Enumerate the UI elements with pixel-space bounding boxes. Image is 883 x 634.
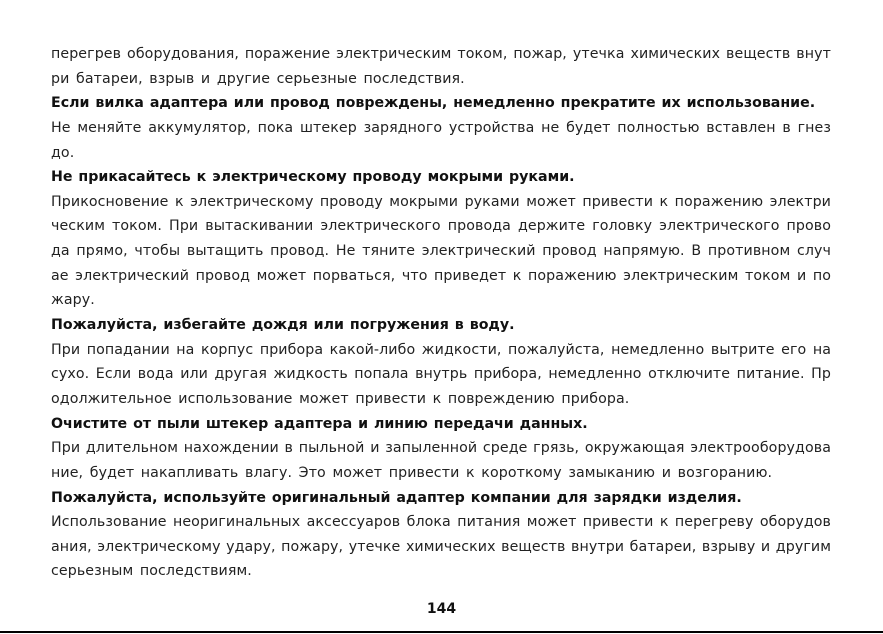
- body-text-line: ае электрический провод может порваться, что приведет к поражению электрическим током и по: [51, 267, 831, 284]
- body-text-line: При длительном нахождении в пыльной и запыленной среде грязь, окружающая электрооборудова: [51, 440, 831, 457]
- body-text-line: При попадании на корпус прибора какой-либо жидкости, пожалуйста, немедленно вытрите его на: [51, 341, 831, 358]
- body-text-line: одолжительное использование может привести к повреждению прибора.: [51, 390, 630, 407]
- page-number: 144: [426, 601, 457, 617]
- section-heading: Пожалуйста, избегайте дождя или погружения в воду.: [51, 317, 515, 334]
- body-text-line: Использование неоригинальных аксессуаров блока питания может привести к перегреву оборудов: [51, 514, 831, 531]
- section-heading: Пожалуйста, используйте оригинальный адаптер компании для зарядки изделия.: [51, 489, 742, 506]
- body-text-line: перегрев оборудования, поражение электрическим током, пожар, утечка химических веществ внут: [51, 46, 831, 62]
- document-body: [51, 42, 831, 584]
- body-text-line: ания, электрическому удару, пожару, утечке химических веществ внутри батареи, взрыву и другим: [51, 538, 831, 555]
- body-text-line: до.: [51, 144, 75, 161]
- bottom-divider: [0, 631, 883, 633]
- body-text-line: Прикосновение к электрическому проводу мокрыми руками может привести к поражению электри: [51, 193, 831, 210]
- body-text-line: сухо. Если вода или другая жидкость попала внутрь прибора, немедленно отключите питание. Пр: [51, 366, 831, 383]
- section-heading: Очистите от пыли штекер адаптера и линию передачи данных.: [51, 415, 588, 432]
- body-text-line: ри батареи, взрыв и другие серьезные последствия.: [51, 70, 465, 87]
- body-text-line: ние, будет накапливать влагу. Это может привести к короткому замыканию и возгоранию.: [51, 464, 773, 481]
- body-text-line: ческим током. При вытаскивании электрического провода держите головку электрического прово: [51, 218, 831, 235]
- body-text-line: да прямо, чтобы вытащить провод. Не тяните электрический провод напрямую. В противном случ: [51, 243, 831, 260]
- body-text-line: серьезным последствиям.: [51, 563, 252, 580]
- section-heading: Если вилка адаптера или провод повреждены, немедленно прекратите их использование.: [51, 95, 816, 112]
- body-text-line: Не меняйте аккумулятор, пока штекер зарядного устройства не будет полностью вставлен в гнез: [51, 119, 831, 136]
- body-text-line: жару.: [51, 292, 95, 309]
- section-heading: Не прикасайтесь к электрическому проводу мокрыми руками.: [51, 169, 575, 186]
